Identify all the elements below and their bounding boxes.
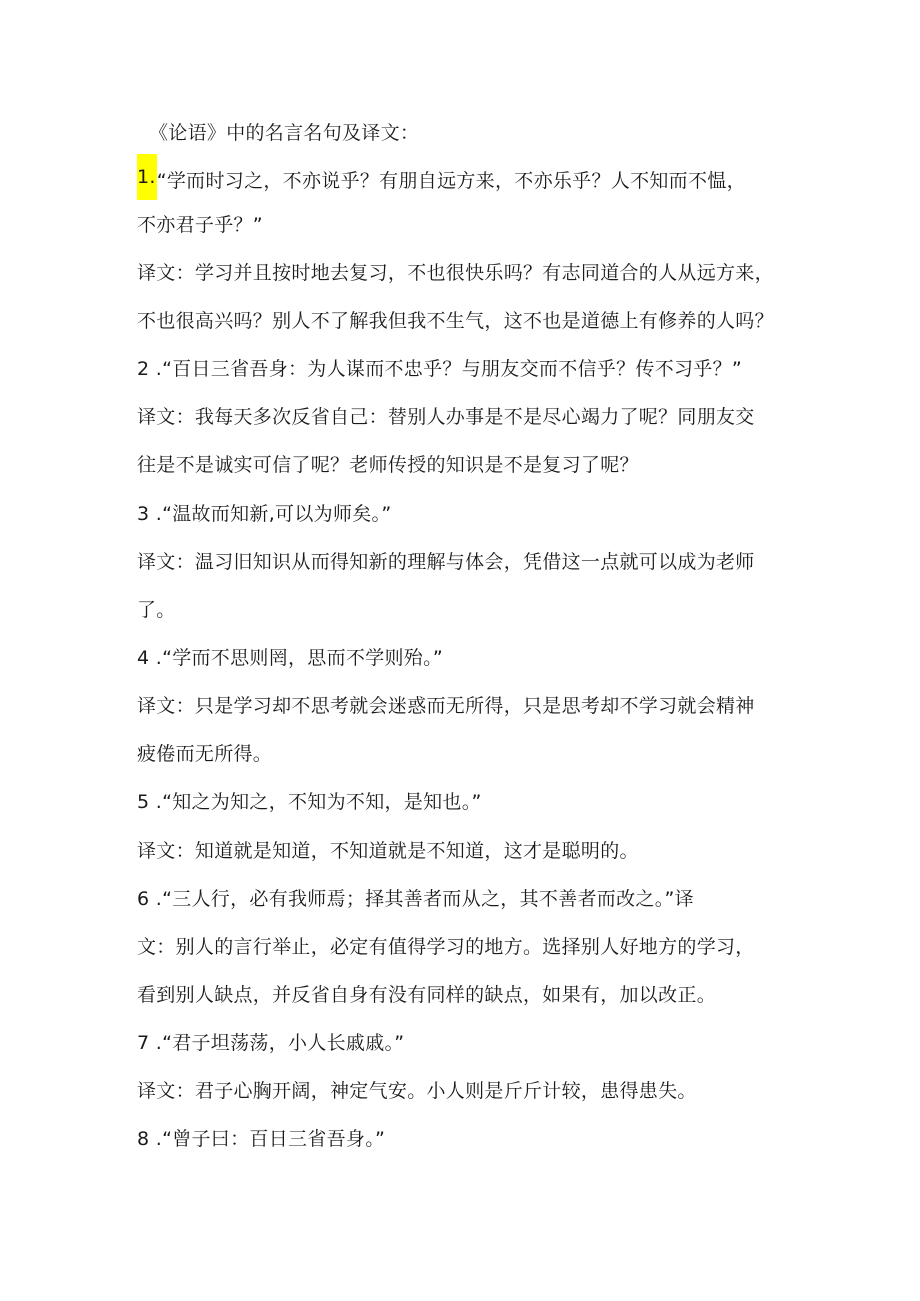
quote-line: 3 .“温故而知新,可以为师矣。” [137, 503, 392, 525]
translation-line: 了。 [137, 599, 176, 621]
quote-text: “学而时习之，不亦说乎？有朋自远方来，不亦乐乎？人不知而不愠， [156, 170, 746, 192]
quote-line: 6 .“三人行，必有我师焉；择其善者而从之，其不善者而改之。”译 [137, 888, 694, 910]
quote-line: 7 .“君子坦荡荡，小人长戚戚。” [137, 1032, 405, 1054]
translation-line: 往是不是诚实可信了呢？老师传授的知识是不是复习了呢？ [137, 454, 639, 476]
quote-line: 5 .“知之为知之，不知为不知，是知也。” [137, 791, 482, 813]
translation-line: 译文：君子心胸开阔，神定气安。小人则是斤斤计较，患得患失。 [137, 1080, 697, 1102]
translation-line: 译文：学习并且按时地去复习，不也很快乐吗？有志同道合的人从远方来， [137, 262, 774, 284]
translation-line: 疲倦而无所得。 [137, 743, 273, 765]
translation-line: 译文：温习旧知识从而得知新的理解与体会，凭借这一点就可以成为老师 [137, 551, 755, 573]
translation-line: 文：别人的言行举止，必定有值得学习的地方。选择别人好地方的学习， [137, 936, 755, 958]
quote-line: 8 .“曾子曰：百日三省吾身。” [137, 1128, 386, 1150]
document-title: 《论语》中的名言名句及译文： [149, 122, 420, 144]
translation-line: 译文：只是学习却不思考就会迷惑而无所得，只是思考却不学习就会精神 [137, 695, 755, 717]
translation-line: 译文：我每天多次反省自己：替别人办事是不是尽心竭力了呢？同朋友交 [137, 406, 755, 428]
translation-line: 译文：知道就是知道，不知道就是不知道，这才是聪明的。 [137, 840, 639, 862]
quote-line [137, 163, 746, 200]
quote-line: 4 .“学而不思则罔，思而不学则殆。” [137, 647, 444, 669]
translation-line: 看到别人缺点，并反省自身有没有同样的缺点，如果有，加以改正。 [137, 984, 717, 1006]
translation-line: 不也很高兴吗？别人不了解我但我不生气，这不也是道德上有修养的人吗？ [137, 310, 774, 332]
quote-line: 2 .“百日三省吾身：为人谋而不忠乎？与朋友交而不信乎？传不习乎？” [137, 358, 743, 380]
highlighted-item-number: 1. [137, 154, 157, 200]
quote-line: 不亦君子乎？” [137, 214, 263, 236]
